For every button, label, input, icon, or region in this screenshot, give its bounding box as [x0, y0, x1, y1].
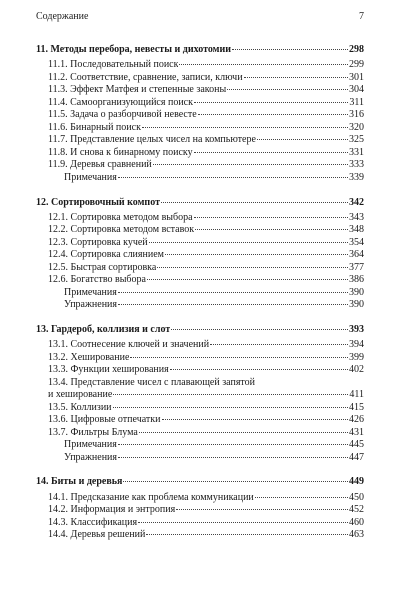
page-number: 7	[359, 11, 364, 22]
dot-leader	[162, 419, 349, 420]
dot-leader	[194, 152, 348, 153]
dot-leader	[227, 89, 348, 90]
entry-title: 11.9. Деревья сравнений	[48, 159, 152, 171]
dot-leader	[194, 217, 348, 218]
entry-title: 11.4. Самоорганизующийся поиск	[48, 96, 193, 108]
dot-leader	[123, 481, 348, 482]
toc-entry-notes[interactable]	[36, 172, 364, 185]
dot-leader	[153, 164, 348, 165]
entry-title: 12.3. Сортировка кучей	[48, 236, 148, 248]
entry-page: 348	[349, 224, 364, 236]
dot-leader	[171, 329, 348, 330]
toc-entry[interactable]	[36, 249, 364, 262]
table-of-contents	[36, 44, 364, 554]
dot-leader	[244, 77, 348, 78]
entry-title: Упражнения	[64, 451, 117, 463]
toc-entry[interactable]	[36, 364, 364, 377]
entry-title: 14.2. Информация и энтропия	[48, 504, 176, 516]
entry-page: 311	[349, 96, 364, 108]
entry-page: 331	[349, 146, 364, 158]
toc-entry[interactable]	[36, 339, 364, 352]
entry-page: 343	[349, 211, 364, 223]
toc-entry[interactable]	[36, 212, 364, 225]
chapter-heading[interactable]	[36, 476, 364, 489]
chapter-heading[interactable]	[36, 44, 364, 57]
toc-entry[interactable]	[36, 262, 364, 275]
entry-title-line2-row	[48, 389, 364, 402]
entry-page: 447	[349, 451, 364, 463]
chapter-title: 12. Сортировочный компот	[36, 196, 160, 208]
dot-leader	[118, 304, 348, 305]
toc-entry[interactable]	[36, 159, 364, 172]
dot-leader	[161, 202, 348, 203]
dot-leader	[176, 509, 348, 510]
toc-entry[interactable]	[36, 84, 364, 97]
toc-entry[interactable]	[36, 122, 364, 135]
entry-title-line1: 13.4. Представление чисел с плавающей запятой	[48, 376, 256, 388]
toc-entry[interactable]	[36, 59, 364, 72]
entry-page: 299	[349, 59, 364, 71]
toc-entry[interactable]	[36, 224, 364, 237]
dot-leader	[139, 432, 348, 433]
entry-title: 14.1. Предсказание как проблема коммуникации	[48, 491, 254, 503]
entry-title: 12.1. Сортировка методом выбора	[48, 211, 193, 223]
entry-title: 11.8. И снова к бинарному поиску	[48, 146, 193, 158]
entry-page: 316	[349, 109, 364, 121]
toc-chapter-11	[36, 44, 364, 185]
toc-entry-multiline[interactable]	[36, 377, 364, 402]
entry-page: 463	[349, 529, 364, 541]
toc-entry[interactable]	[36, 134, 364, 147]
toc-entry[interactable]	[36, 72, 364, 85]
entry-page: 426	[349, 414, 364, 426]
dot-leader	[179, 64, 348, 65]
entry-title: Примечания	[64, 286, 117, 298]
entry-title: 13.3. Функции хеширования	[48, 364, 169, 376]
dot-leader	[149, 242, 348, 243]
entry-page: 394	[349, 338, 364, 350]
toc-entry-notes[interactable]	[36, 287, 364, 300]
entry-page: 386	[349, 274, 364, 286]
toc-entry[interactable]	[36, 237, 364, 250]
toc-entry-exercises[interactable]	[36, 299, 364, 312]
dot-leader	[255, 497, 348, 498]
toc-entry[interactable]	[36, 427, 364, 440]
entry-title: 13.7. Фильтры Блума	[48, 426, 138, 438]
dot-leader	[170, 369, 348, 370]
dot-leader	[118, 444, 348, 445]
entry-title: 14.4. Деревья решений	[48, 529, 146, 541]
entry-title: 11.7. Представление целых чисел на компьютере	[48, 134, 256, 146]
dot-leader	[147, 279, 348, 280]
chapter-page: 449	[349, 476, 364, 488]
entry-page: 354	[349, 236, 364, 248]
entry-page: 333	[349, 159, 364, 171]
entry-title: 14.3. Классификация	[48, 516, 138, 528]
chapter-heading[interactable]	[36, 324, 364, 337]
toc-entry[interactable]	[36, 147, 364, 160]
dot-leader	[210, 344, 348, 345]
entry-page: 445	[349, 439, 364, 451]
entry-title: Примечания	[64, 439, 117, 451]
entry-page: 450	[349, 491, 364, 503]
entry-page: 304	[349, 84, 364, 96]
toc-entry[interactable]	[36, 274, 364, 287]
entry-title: 11.6. Бинарный поиск	[48, 121, 141, 133]
chapter-heading[interactable]	[36, 197, 364, 210]
chapter-page: 342	[349, 196, 364, 208]
toc-entry[interactable]	[36, 109, 364, 122]
entry-title: Примечания	[64, 171, 117, 183]
running-header-title: Содержание	[36, 11, 89, 22]
dot-leader	[130, 357, 348, 358]
running-header	[36, 10, 364, 24]
entry-page: 390	[349, 286, 364, 298]
entry-page: 364	[349, 249, 364, 261]
toc-entry-notes[interactable]	[36, 439, 364, 452]
dot-leader	[232, 49, 348, 50]
chapter-title: 13. Гардероб, коллизия и слот	[36, 323, 171, 335]
entry-page: 339	[349, 171, 364, 183]
entry-title: 13.6. Цифровые отпечатки	[48, 414, 161, 426]
toc-chapter-14	[36, 476, 364, 541]
dot-leader	[257, 139, 348, 140]
entry-title: 11.3. Эффект Матфея и степенные законы	[48, 84, 227, 96]
entry-title: 12.2. Сортировка методом вставок	[48, 224, 195, 236]
dot-leader	[165, 254, 348, 255]
toc-entry[interactable]	[36, 352, 364, 365]
entry-page: 301	[349, 71, 364, 83]
dot-leader	[113, 394, 348, 395]
chapter-title: 14. Биты и деревья	[36, 476, 123, 488]
entry-page: 415	[349, 401, 364, 413]
toc-entry[interactable]	[36, 529, 364, 542]
entry-title: 11.5. Задача о разборчивой невесте	[48, 109, 197, 121]
entry-page: 431	[349, 426, 364, 438]
entry-title-line2: и хеширование	[48, 389, 113, 401]
entry-title: 13.1. Соотнесение ключей и значений	[48, 338, 210, 350]
dot-leader	[118, 292, 348, 293]
dot-leader	[194, 102, 348, 103]
dot-leader	[142, 127, 348, 128]
dot-leader	[113, 407, 348, 408]
toc-entry[interactable]	[36, 517, 364, 530]
toc-entry[interactable]	[36, 504, 364, 517]
entry-title: Упражнения	[64, 299, 117, 311]
toc-entry[interactable]	[36, 414, 364, 427]
entry-page: 402	[349, 364, 364, 376]
dot-leader	[118, 457, 348, 458]
toc-entry[interactable]	[36, 492, 364, 505]
entry-page: 325	[349, 134, 364, 146]
entry-title: 11.1. Последовательный поиск	[48, 59, 179, 71]
toc-entry-exercises[interactable]	[36, 452, 364, 465]
toc-chapter-13	[36, 324, 364, 465]
entry-title: 13.2. Хеширование	[48, 351, 130, 363]
entry-page: 320	[349, 121, 364, 133]
dot-leader	[157, 267, 348, 268]
dot-leader	[118, 177, 348, 178]
entry-page: 452	[349, 504, 364, 516]
dot-leader	[146, 534, 348, 535]
entry-title: 13.5. Коллизии	[48, 401, 112, 413]
toc-chapter-12	[36, 197, 364, 312]
entry-page: 390	[349, 299, 364, 311]
dot-leader	[138, 522, 348, 523]
entry-title: 11.2. Соответствие, сравнение, записи, ключи	[48, 71, 243, 83]
chapter-page: 393	[349, 323, 364, 335]
entry-page: 411	[349, 389, 364, 401]
entry-title: 12.6. Богатство выбора	[48, 274, 146, 286]
toc-entry[interactable]	[36, 97, 364, 110]
chapter-title: 11. Методы перебора, невесты и дихотомии	[36, 44, 231, 55]
dot-leader	[195, 229, 348, 230]
dot-leader	[198, 114, 348, 115]
chapter-page: 298	[349, 44, 364, 55]
entry-page: 377	[349, 261, 364, 273]
entry-page: 399	[349, 351, 364, 363]
entry-title: 12.4. Сортировка слиянием	[48, 249, 164, 261]
entry-page: 460	[349, 516, 364, 528]
entry-title: 12.5. Быстрая сортировка	[48, 261, 157, 273]
toc-entry[interactable]	[36, 402, 364, 415]
